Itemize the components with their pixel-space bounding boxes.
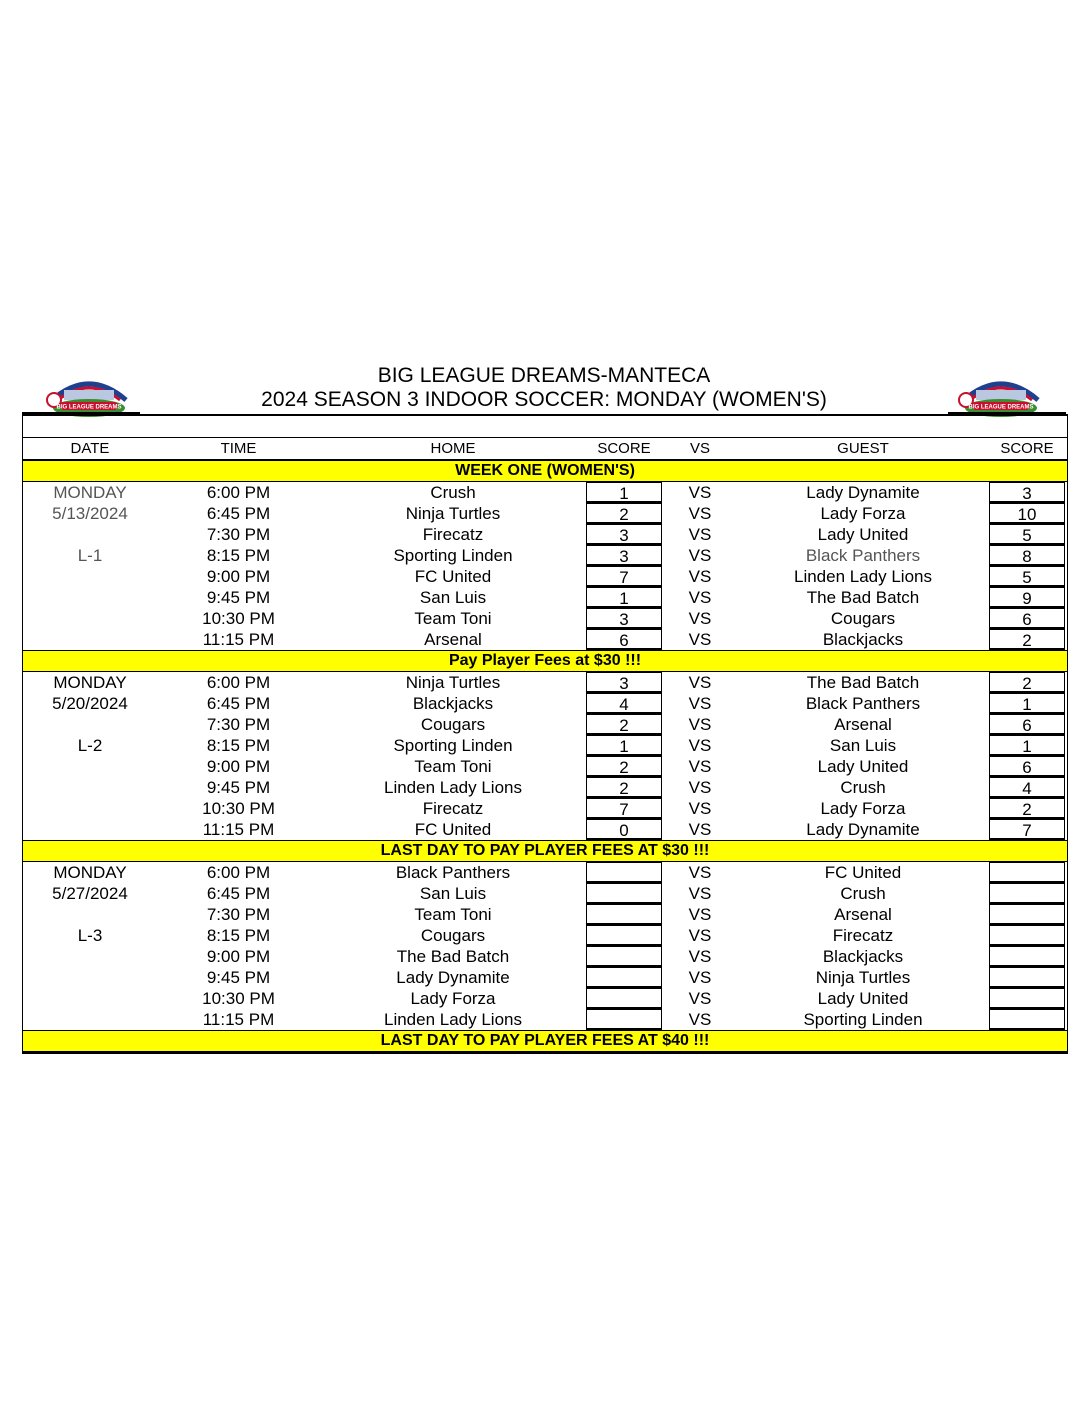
column-headers (23, 438, 1067, 460)
home-score (586, 988, 662, 1009)
home-team: Linden Lady Lions (383, 778, 522, 797)
league-label: L-2 (77, 736, 103, 755)
vs-label: VS (688, 504, 712, 523)
home-score (586, 883, 662, 904)
home-score: 2 (586, 777, 662, 798)
home-score: 1 (586, 735, 662, 756)
home-score: 0 (586, 819, 662, 840)
guest-team: The Bad Batch (806, 673, 920, 692)
week-banner: LAST DAY TO PAY PLAYER FEES AT $30 !!! (23, 840, 1067, 862)
vs-label: VS (688, 799, 712, 818)
home-score (586, 904, 662, 925)
game-date: 5/27/2024 (52, 884, 128, 903)
game-row (23, 756, 1067, 777)
game-time: 6:45 PM (206, 694, 271, 713)
vs-label: VS (688, 736, 712, 755)
guest-score: 6 (989, 756, 1065, 777)
guest-team: FC United (824, 863, 902, 882)
guest-score: 5 (989, 524, 1065, 545)
home-score (586, 946, 662, 967)
home-team: Lady Dynamite (396, 968, 510, 987)
col-home: HOME (430, 440, 476, 457)
game-row (23, 862, 1067, 883)
game-row (23, 608, 1067, 629)
game-day: MONDAY (53, 673, 127, 692)
home-score: 3 (586, 608, 662, 629)
game-row (23, 693, 1067, 714)
vs-label: VS (688, 673, 712, 692)
game-time: 9:00 PM (206, 947, 271, 966)
home-team: Crush (430, 483, 476, 502)
home-team: The Bad Batch (396, 947, 510, 966)
col-home-score: SCORE (597, 440, 651, 457)
guest-score: 9 (989, 587, 1065, 608)
guest-score: 4 (989, 777, 1065, 798)
home-score: 1 (586, 587, 662, 608)
game-row (23, 946, 1067, 967)
game-time: 6:00 PM (206, 863, 271, 882)
vs-label: VS (688, 884, 712, 903)
guest-team: Black Panthers (805, 694, 921, 713)
guest-score: 2 (989, 672, 1065, 693)
game-date: 5/20/2024 (52, 694, 128, 713)
guest-score (989, 925, 1065, 946)
home-team: Blackjacks (412, 694, 494, 713)
guest-team: Blackjacks (822, 630, 904, 649)
vs-label: VS (688, 968, 712, 987)
guest-team: Firecatz (832, 926, 894, 945)
logo-text: BIG LEAGUE DREAMS (56, 404, 122, 411)
vs-label: VS (688, 863, 712, 882)
league-label: L-3 (77, 926, 103, 945)
guest-team: Black Panthers (805, 546, 921, 565)
game-row (23, 503, 1067, 524)
vs-label: VS (688, 694, 712, 713)
guest-team: Lady Dynamite (806, 820, 920, 839)
game-row (23, 925, 1067, 946)
guest-team: Lady United (817, 525, 909, 544)
guest-team: Lady Forza (820, 799, 906, 818)
guest-score (989, 904, 1065, 925)
week-banner: WEEK ONE (WOMEN'S) (23, 460, 1067, 482)
page-subtitle: 2024 SEASON 3 INDOOR SOCCER: MONDAY (WOMEN'S) (261, 388, 827, 411)
game-time: 10:30 PM (202, 799, 275, 818)
home-team: FC United (414, 820, 492, 839)
guest-score: 5 (989, 566, 1065, 587)
vs-label: VS (688, 630, 712, 649)
home-score: 3 (586, 672, 662, 693)
col-guest-score: SCORE (1000, 440, 1054, 457)
guest-team: Lady United (817, 757, 909, 776)
guest-score: 2 (989, 798, 1065, 819)
game-time: 9:45 PM (206, 778, 271, 797)
vs-label: VS (688, 588, 712, 607)
game-row (23, 587, 1067, 608)
game-time: 6:00 PM (206, 483, 271, 502)
home-team: Arsenal (424, 630, 482, 649)
guest-team: Crush (840, 778, 886, 797)
game-time: 9:45 PM (206, 968, 271, 987)
game-time: 9:45 PM (206, 588, 271, 607)
vs-label: VS (688, 525, 712, 544)
guest-score: 1 (989, 735, 1065, 756)
game-row (23, 883, 1067, 904)
game-day: MONDAY (53, 483, 127, 502)
vs-label: VS (688, 546, 712, 565)
guest-score: 6 (989, 714, 1065, 735)
home-team: FC United (414, 567, 492, 586)
game-row (23, 714, 1067, 735)
game-time: 7:30 PM (206, 715, 271, 734)
guest-team: San Luis (829, 736, 897, 755)
guest-score: 7 (989, 819, 1065, 840)
home-score: 7 (586, 566, 662, 587)
home-team: Sporting Linden (393, 736, 513, 755)
game-time: 9:00 PM (206, 757, 271, 776)
guest-score: 1 (989, 693, 1065, 714)
home-team: Lady Forza (410, 989, 496, 1008)
game-time: 8:15 PM (206, 926, 271, 945)
home-score (586, 967, 662, 988)
guest-team: Arsenal (834, 715, 892, 734)
schedule-table (22, 414, 1068, 1054)
home-team: Team Toni (414, 757, 492, 776)
game-row (23, 545, 1067, 566)
game-time: 11:15 PM (202, 630, 275, 649)
col-date: DATE (70, 440, 110, 457)
game-row (23, 672, 1067, 693)
home-team: Sporting Linden (393, 546, 513, 565)
guest-team: Lady Dynamite (806, 483, 920, 502)
home-team: Cougars (420, 715, 486, 734)
guest-team: Crush (840, 884, 886, 903)
home-score: 3 (586, 524, 662, 545)
game-row (23, 777, 1067, 798)
vs-label: VS (688, 715, 712, 734)
guest-score: 10 (989, 503, 1065, 524)
vs-label: VS (688, 609, 712, 628)
home-score: 4 (586, 693, 662, 714)
game-row (23, 482, 1067, 503)
guest-score: 2 (989, 629, 1065, 650)
home-team: San Luis (419, 884, 487, 903)
guest-score (989, 988, 1065, 1009)
guest-team: Blackjacks (822, 947, 904, 966)
vs-label: VS (688, 820, 712, 839)
home-team: Linden Lady Lions (383, 1010, 522, 1029)
col-guest: GUEST (837, 440, 889, 457)
home-team: Cougars (420, 926, 486, 945)
game-time: 7:30 PM (206, 905, 271, 924)
footer-banner: LAST DAY TO PAY PLAYER FEES AT $40 !!! (23, 1030, 1067, 1052)
guest-score (989, 967, 1065, 988)
guest-team: Sporting Linden (803, 1010, 923, 1029)
vs-label: VS (688, 483, 712, 502)
home-score: 3 (586, 545, 662, 566)
guest-team: Arsenal (834, 905, 892, 924)
game-row (23, 819, 1067, 840)
game-row (23, 988, 1067, 1009)
home-team: Black Panthers (395, 863, 511, 882)
vs-label: VS (688, 778, 712, 797)
game-time: 11:15 PM (202, 820, 275, 839)
guest-score: 6 (989, 608, 1065, 629)
game-time: 11:15 PM (202, 1010, 275, 1029)
game-row (23, 629, 1067, 650)
home-score (586, 862, 662, 883)
game-row (23, 566, 1067, 587)
game-row (23, 524, 1067, 545)
game-row (23, 1009, 1067, 1030)
vs-label: VS (688, 926, 712, 945)
guest-score: 3 (989, 482, 1065, 503)
game-time: 7:30 PM (206, 525, 271, 544)
vs-label: VS (688, 947, 712, 966)
game-time: 6:00 PM (206, 673, 271, 692)
page-title: BIG LEAGUE DREAMS-MANTECA (377, 364, 711, 387)
col-time: TIME (220, 440, 257, 457)
home-team: Firecatz (422, 525, 484, 544)
game-row (23, 735, 1067, 756)
guest-team: Linden Lady Lions (793, 567, 932, 586)
week-banner: Pay Player Fees at $30 !!! (23, 650, 1067, 672)
game-day: MONDAY (53, 863, 127, 882)
home-score: 7 (586, 798, 662, 819)
guest-team: Lady Forza (820, 504, 906, 523)
game-time: 6:45 PM (206, 884, 271, 903)
vs-label: VS (688, 989, 712, 1008)
guest-score (989, 1009, 1065, 1030)
home-score: 2 (586, 503, 662, 524)
home-team: Ninja Turtles (405, 504, 501, 523)
home-team: San Luis (419, 588, 487, 607)
home-score: 1 (586, 482, 662, 503)
guest-score (989, 862, 1065, 883)
guest-score (989, 946, 1065, 967)
game-row (23, 798, 1067, 819)
vs-label: VS (688, 1010, 712, 1029)
game-time: 10:30 PM (202, 989, 275, 1008)
home-team: Firecatz (422, 799, 484, 818)
guest-team: Cougars (830, 609, 896, 628)
home-team: Ninja Turtles (405, 673, 501, 692)
game-time: 9:00 PM (206, 567, 271, 586)
game-time: 6:45 PM (206, 504, 271, 523)
home-team: Team Toni (414, 609, 492, 628)
vs-label: VS (688, 567, 712, 586)
col-vs: VS (689, 440, 710, 457)
header-spacer (23, 416, 1067, 438)
home-score: 6 (586, 629, 662, 650)
game-date: 5/13/2024 (52, 504, 128, 523)
guest-score: 8 (989, 545, 1065, 566)
home-score: 2 (586, 756, 662, 777)
home-score: 2 (586, 714, 662, 735)
weeks-container (23, 460, 1067, 1030)
guest-team: Lady United (817, 989, 909, 1008)
vs-label: VS (688, 905, 712, 924)
game-time: 10:30 PM (202, 609, 275, 628)
game-time: 8:15 PM (206, 546, 271, 565)
vs-label: VS (688, 757, 712, 776)
home-score (586, 925, 662, 946)
league-label: L-1 (77, 546, 103, 565)
guest-team: Ninja Turtles (815, 968, 911, 987)
game-row (23, 904, 1067, 925)
guest-team: The Bad Batch (806, 588, 920, 607)
logo-text: BIG LEAGUE DREAMS (968, 404, 1034, 411)
game-row (23, 967, 1067, 988)
game-time: 8:15 PM (206, 736, 271, 755)
home-score (586, 1009, 662, 1030)
guest-score (989, 883, 1065, 904)
home-team: Team Toni (414, 905, 492, 924)
